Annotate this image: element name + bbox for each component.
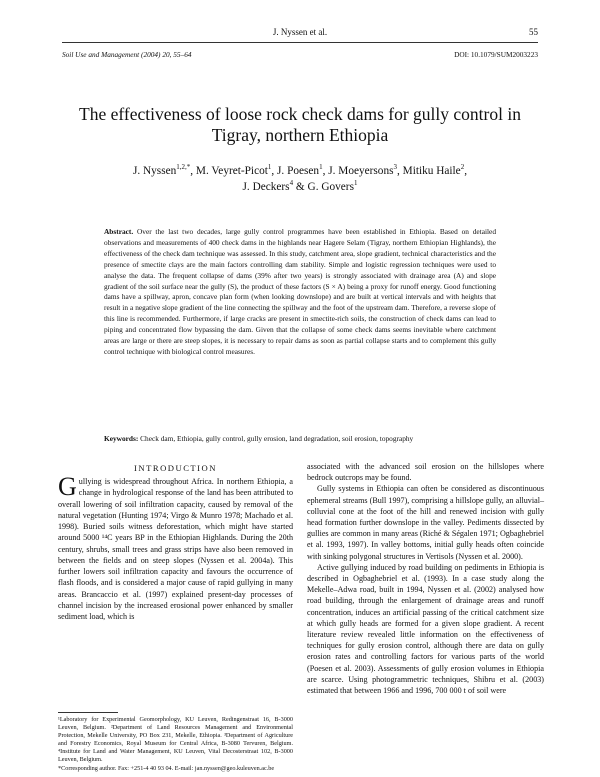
author-name: , M. Veyret-Picot xyxy=(190,165,268,177)
author-separator: , xyxy=(464,165,468,177)
introduction-text xyxy=(58,472,293,622)
paragraph: Gully systems in Ethiopia can often be considered as discontinuous ephemeral streams (Bull 1997), comprising a hillslope gully, an alluvial–colluvial cone at the foot of the hill and renewed incision with gully head formation further downslope in the valley. Pediments dissected by gullies are common in many areas (Riché & Ségalen 1971; Ogbaghebriel et al. 1993, 1997). In valley bottoms, initial gully heads often coincide with sinking polygonal structures in Vertisols (Nyssen et al. 2000). xyxy=(307,484,544,561)
article-title: The effectiveness of loose rock check dams for gully control in Tigray, northern Ethiopia xyxy=(79,104,521,145)
keywords-label: Keywords: xyxy=(104,434,139,443)
author-list xyxy=(62,163,538,195)
keywords-text: Check dam, Ethiopia, gully control, gully erosion, land degradation, soil erosion, topography xyxy=(140,434,414,443)
drop-cap: G xyxy=(58,472,77,501)
footnote-rule xyxy=(58,712,118,713)
abstract xyxy=(104,227,496,358)
author-name: J. Nyssen xyxy=(132,165,177,177)
author-affiliation: 1 xyxy=(353,179,358,188)
author-name: , J. Moeyersons xyxy=(322,165,394,177)
page-number: 55 xyxy=(529,27,538,37)
author-affiliation: 1 xyxy=(319,163,323,172)
section-heading-introduction: INTRODUCTION xyxy=(134,463,217,473)
running-head-author: J. Nyssen et al. xyxy=(272,27,328,37)
header-rule xyxy=(62,42,538,43)
author-affiliation: 1,2,* xyxy=(176,163,191,172)
author-name: , Mitiku Haile xyxy=(397,165,461,177)
author-name: , J. Poesen xyxy=(271,165,320,177)
author-affiliation: 3 xyxy=(393,163,397,172)
author-affiliation: 2 xyxy=(460,163,465,172)
paragraph: associated with the advanced soil erosion on the hillslopes where bedrock outcrops may be found. xyxy=(307,462,544,483)
paragraph: Active gullying induced by road building on pediments in Ethiopia is described in Ogbaghebriel et al. (1993). In a case study along the Mekelle–Adwa road, built in 1994, Nyssen et al. (2002) analysed how road building, through the enlargement of drainage areas and runoff concentration, induces an artificial passing of the critical catchment size at which gully heads are formed for a given slope gradient. A recent literature review revealed little information on the effectiveness of techniques for gully erosion control, although there are data on gully erosion rates and controlling factors for various parts of the world (Poesen et al. 2003). Assessments of gully erosion volumes in Ethiopia are scarce. Using photogrammetric techniques, Shibru et al. (2003) estimated that between 1966 and 1996, 700 000 t of soil were xyxy=(307,562,544,696)
keywords xyxy=(104,434,496,444)
corresponding-author-footnote: *Corresponding author. Fax: +251-4 40 93 04. E-mail: jan.nyssen@geo.kuleuven.ac.be xyxy=(58,764,275,772)
abstract-text: Over the last two decades, large gully control programmes have been established in Ethiopia. Based on detailed observations and measurements of 400 check dams in the highlands near Hagere Selam (Tigray, northern Ethiopian Highlands), the effectiveness of the check dam technique was assessed. In this study, catchment area, slope gradient, technical characteristics and the presence of smectite clays are the main factors controlling dam stability. Simple and logistic regression techniques were used to analyse the data. The frequent collapse of dams (39% after two years) is strongly associated with drainage area (A) and slope gradient of the soil surface near the gully (S), the product of these factors (S × A) being a proxy for runoff energy. Good functioning dams have a spillway, apron, concave plan form (when looking downslope) and are built at vertical intervals and with heights that result in a negative slope gradient of the line connecting the spillway and the foot of the upstream dam. Therefore, a reverse slope of this line is recommended. Furthermore, if large cracks are present in smectite-rich soils, the construction of check dams can lead to piping and concentrated flow bypassing the dam. Given that the collapse of some check dams seems inevitable where catchment areas are large or there are steep slopes, it is necessary to repair dams as soon as partial collapse starts and to complement this gully control technique with biological control measures. xyxy=(104,227,496,356)
affiliation-footnote: ¹Laboratory for Experimental Geomorphology, KU Leuven, Redingenstraat 16, B-3000 Leuven, Belgium. ²Department of Land Resources Management and Environmental Protection, Mekelle University, PO Box 231, Mekelle, Ethiopia. ³Department of Agriculture and Forestry Economics, Royal Museum for Central Africa, B-3080 Tervuren, Belgium. ⁴Institute for Land and Water Management, KU Leuven, Vital Decosterstraat 102, B-3000 Leuven, Belgium. xyxy=(58,716,293,764)
journal-citation-line xyxy=(62,50,538,60)
journal-citation: Soil Use and Management (2004) 20, 55–64 xyxy=(62,50,192,59)
right-column xyxy=(307,461,544,696)
author-affiliation: 4 xyxy=(289,179,294,188)
author-affiliation: 1 xyxy=(267,163,272,172)
abstract-label: Abstract. xyxy=(104,227,134,236)
introduction-paragraph: ullying is widespread throughout Africa. In northern Ethiopia, a change in hydrological response of the land has been attributed to overall lowering of soil infiltration capacity, caused by removal of the natural vegetation (Hunting 1974; Virgo & Munro 1978; Machado et al. 1998). Buried soils witness deforestation, which might have started around 5000 ¹⁴C years BP in the Ethiopian Highlands. During the 20th century, shrubs, small trees and grass strips have also been removed in between the fields and on steep slopes (Nyssen et al. 2004a). This further lowers soil infiltration capacity and favours the occurrence of flash floods, and is considered a major cause of rapid gullying in many areas. Brancaccio et al. (1997) explained present-day processes of channel incision by the increased erosional power enhanced by smaller sediment load, which is xyxy=(58,477,293,621)
running-head xyxy=(62,27,538,41)
doi: DOI: 10.1079/SUM2003223 xyxy=(454,50,538,59)
footnotes xyxy=(58,716,293,773)
author-name: & G. Govers xyxy=(293,181,354,193)
author-name: J. Deckers xyxy=(242,181,290,193)
